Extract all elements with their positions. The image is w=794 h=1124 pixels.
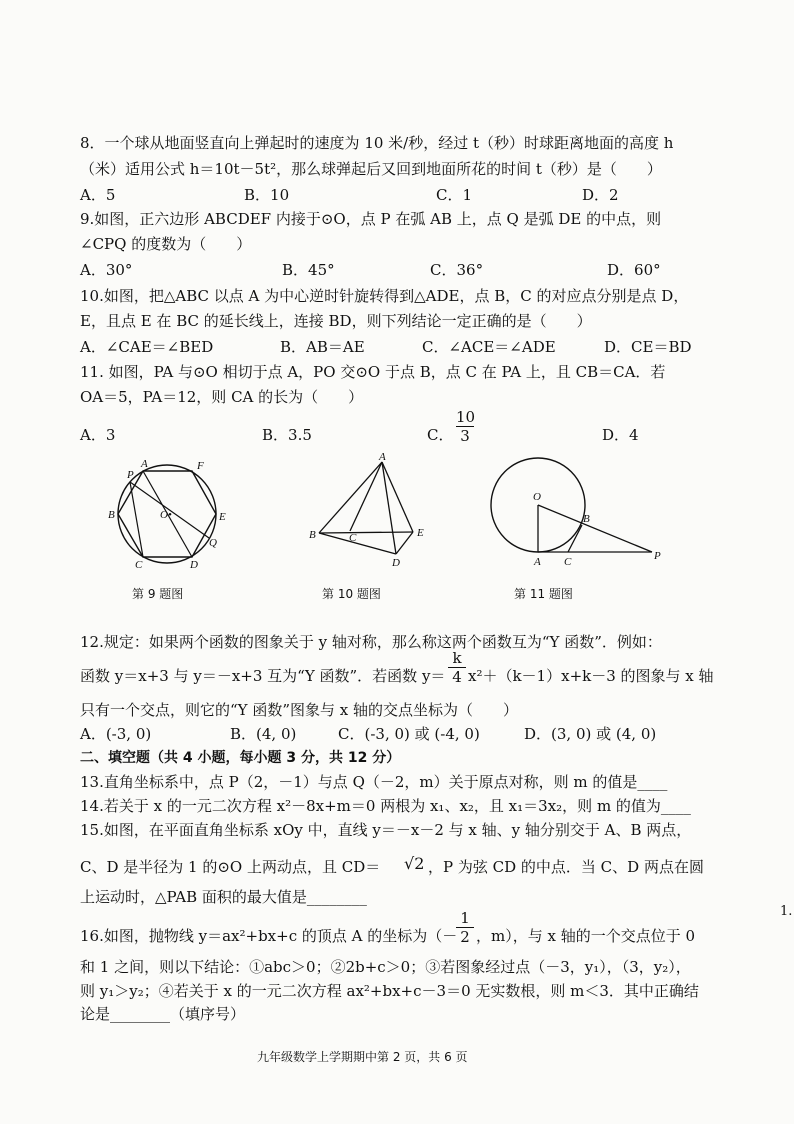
q11-line1: 11. 如图，PA 与⊙O 相切于点 A，PO 交⊙O 于点 B，点 C 在 PA 上，且 CB＝CA．若 [80,363,666,381]
fig9-label-q: Q [209,537,217,549]
q11-options [80,425,720,445]
figure-9-diagram [105,458,245,573]
q10-line1: 10.如图，把△ABC 以点 A 为中心逆时针旋转得到△ADE，点 B，C 的对应点分别是点 D， [80,287,689,305]
q12-option-b: B．(4, 0) [230,725,297,743]
fig10-label-d: D [392,557,400,569]
figure-11-caption: 第 11 题图 [514,587,573,601]
q16-one: 1 [456,909,474,928]
q9-option-b: B．45° [282,261,335,279]
q11-option-c-fraction [456,408,474,445]
section-2-title: 二、填空题（共 4 小题，每小题 3 分，共 12 分） [80,750,401,766]
q9-option-d: D．60° [607,261,661,279]
q8-line2: （米）适用公式 h＝10t－5t²，那么球弹起后又回到地面所花的时间 t（秒）是（ ） [80,160,662,178]
q12-k-over-4-fraction [448,649,466,686]
fig9-label-a: A [141,458,148,470]
page-footer: 九年级数学上学期期中第 2 页，共 6 页 [257,1050,468,1064]
q9-options [80,260,720,280]
fig10-label-c: C [349,532,357,544]
q10-option-b: B．AB＝AE [280,338,365,356]
fig11-label-o: O [533,491,541,503]
q16-line2: 和 1 之间，则以下结论：①abc＞0；②2b+c＞0；③若图象经过点（－3，y₁），（3，y₂）， [80,958,691,976]
q15-line2a: C、D 是半径为 1 的⊙O 上两动点，且 CD＝ [80,858,381,876]
q12-option-d: D．(3, 0) 或 (4, 0) [524,725,657,743]
fig11-label-a: A [534,556,541,568]
figure-10-caption: 第 10 题图 [322,587,381,601]
q11-c-denominator: 3 [460,427,470,445]
q13-text: 13.直角坐标系中，点 P（2，－1）与点 Q（－2，m）关于原点对称，则 m 的值是____ [80,773,668,791]
q16-line3: 则 y₁＞y₂；④若关于 x 的一元二次方程 ax²+bx+c－3＝0 无实数根，则 m＜3．其中正确结 [80,982,699,1000]
q15-line1: 15.如图，在平面直角坐标系 xOy 中，直线 y＝－x－2 与 x 轴、y 轴分别交于 A、B 两点， [80,821,692,839]
q12-option-a: A．(-3, 0) [80,725,152,743]
q16-one-half-fraction [456,909,474,946]
fig9-label-p: P [127,469,134,481]
fig9-label-o: O• [160,509,172,521]
q10-option-a: A．∠CAE＝∠BED [80,338,214,356]
fig9-label-f: F [197,460,204,472]
q8-option-d: D．2 [582,186,619,204]
q8-line1: 8．一个球从地面竖直向上弹起时的速度为 10 米/秒，经过 t（秒）时球距离地面的高度 h [80,134,674,152]
q10-option-c: C．∠ACE＝∠ADE [422,338,556,356]
q16-line1a: 16.如图，抛物线 y＝ax²+bx+c 的顶点 A 的坐标为（－ [80,927,458,945]
q12-line2a: 函数 y＝x+3 与 y＝－x+3 互为“Y 函数”．若函数 y＝ [80,667,446,685]
q12-option-c: C．(-3, 0) 或 (-4, 0) [338,725,480,743]
figure-11-diagram [490,455,670,575]
q12-options [80,724,720,744]
q15-sqrt2: √2 [404,854,425,873]
q15-line3: 上运动时，△PAB 面积的最大值是________ [80,888,367,906]
q9-line1: 9.如图，正六边形 ABCDEF 内接于⊙O，点 P 在弧 AB 上，点 Q 是弧 DE 的中点，则 [80,210,662,228]
margin-mark: 1. [780,904,793,919]
q8-option-b: B．10 [244,186,290,204]
q11-option-a: A．3 [80,426,116,444]
q8-option-a: A．5 [80,186,116,204]
fig11-label-c: C [564,556,572,568]
q15-line2b: ，P 为弦 CD 的中点．当 C、D 两点在圆 [428,858,704,876]
q11-option-d: D．4 [602,426,639,444]
q8-option-c: C．1 [436,186,473,204]
q16-line1b: ，m），与 x 轴的一个交点位于 0 [476,927,696,945]
q10-options [80,337,720,357]
fig9-label-e: E [219,511,226,523]
q11-line2: OA＝5，PA＝12，则 CA 的长为（ ） [80,388,364,406]
fig10-label-b: B [309,529,316,541]
q8-options [80,185,720,205]
figure-10-diagram [305,450,435,575]
fig11-label-b: B [583,513,590,525]
q11-option-c: C． [427,426,454,444]
fig10-label-a: A [379,451,386,463]
q9-option-c: C．36° [430,261,484,279]
fig10-label-e: E [417,527,424,539]
q10-line2: E，且点 E 在 BC 的延长线上，连接 BD，则下列结论一定正确的是（ ） [80,312,592,330]
q16-line4: 论是________（填序号） [80,1005,246,1023]
q11-c-numerator: 10 [456,408,476,426]
q12-line1: 12.规定：如果两个函数的图象关于 y 轴对称，那么称这两个函数互为“Y 函数”．例如： [80,633,662,651]
q10-option-d: D．CE＝BD [604,338,692,356]
q12-line3: 只有一个交点，则它的“Y 函数”图象与 x 轴的交点坐标为（ ） [80,701,519,719]
q9-option-a: A．30° [80,261,133,279]
q14-text: 14.若关于 x 的一元二次方程 x²－8x+m＝0 两根为 x₁、x₂，且 x₁＝3x₂，则 m 的值为____ [80,797,691,815]
q12-k: k [448,649,466,668]
fig9-label-c: C [135,559,143,571]
q16-two: 2 [460,928,470,946]
q12-line2b: x²＋（k－1）x+k－3 的图象与 x 轴 [468,667,714,685]
q9-line2: ∠CPQ 的度数为（ ） [80,235,252,253]
q11-option-b: B．3.5 [262,426,312,444]
fig9-label-d: D [190,559,198,571]
q12-four: 4 [452,668,462,686]
fig11-label-p: P [654,550,661,562]
figure-9-caption: 第 9 题图 [132,587,184,601]
fig9-label-b: B [108,509,115,521]
